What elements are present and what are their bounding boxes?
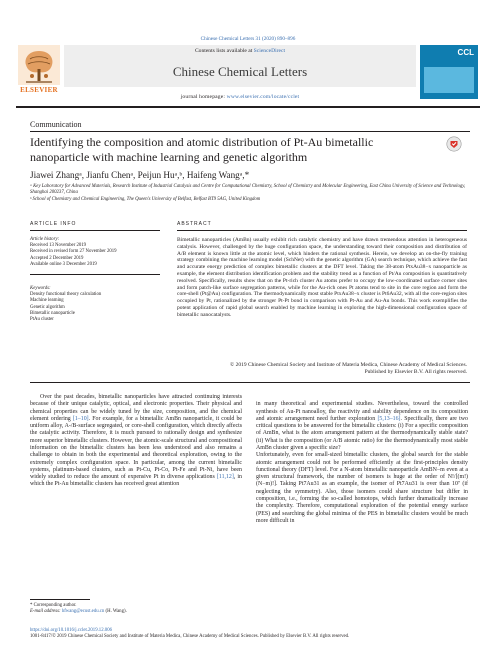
history-online: Available online 3 December 2019: [30, 261, 97, 267]
homepage-prefix: journal homepage:: [180, 94, 226, 100]
keyword-item: PtAu cluster: [30, 317, 54, 323]
email-line: [30, 609, 230, 615]
homepage-link[interactable]: www.elsevier.com/locate/cclet: [226, 94, 300, 100]
body-text: Over the past decades, bimetallic nanoparticles have attracted continuing interests because of their unique catalytic, optical, and electronic properties. Their physical and chemical properties can be widely tuned by the size, composition, and the chemical element ordering: [30, 394, 242, 422]
article-history: [30, 237, 160, 268]
author-list: Jiawei Zhangᵃ, Jianfu Chenᵃ, Peijun Huᵃ,ᵇ, Haifeng Wangᵃ,*: [30, 170, 250, 180]
body-text: in many theoretical and experimental studies. Nevertheless, toward the controlled synthesis of Au-Pt nanoalloy, the reactivity and stability dependence on its composition and atomic arrangement need further exploration: [256, 401, 468, 422]
affiliation-b: ᵇ School of Chemistry and Chemical Engineering, The Queen's University of Belfast, Belfast BT9 5AG, United Kingdom: [30, 197, 261, 202]
header-rule: [16, 106, 480, 108]
doi-block: [30, 628, 470, 640]
elsevier-tree-logo: [18, 45, 60, 85]
journal-homepage: [64, 94, 416, 100]
email-label: E-mail address:: [30, 609, 61, 614]
citation-link[interactable]: [1–10]: [72, 415, 89, 422]
email-link[interactable]: hfwang@ecust.edu.cn: [61, 609, 105, 614]
doi-link[interactable]: https://doi.org/10.1016/j.cclet.2019.12.006: [30, 628, 112, 633]
sciencedirect-link[interactable]: ScienceDirect: [253, 48, 286, 54]
abstract-rule: [177, 230, 467, 231]
body-text: . For example, for a bimetallic AmBn nanoparticle, it could be uniform alloy, A-/B-surface segregated, or core-shell configuration, which directly affects the catalytic activity. Therefore, it is much pursued to rationally design and synthesize more superior bimetallic clusters. However, the atomic-scale structural and compositional information on the bimetallic clusters has been less understood and also remains a challenge to obtain in both the experimental and theoretical exploration, owing to the extremely complex configuration space. In particular, among the current bimetallic systems, platinum-based clusters, such as Pt-Cu, Pt-Co, Pt-Fe and Pt-Ni, have been widely studied to reduce the amount of expensive Pt in diverse applications: [30, 415, 243, 481]
corresponding-footnote: [30, 603, 230, 615]
affiliation-a: ᵃ Key Laboratory for Advanced Materials, Research Institute of Industrial Catalysis and Centre for Computational Chemistry, School of Chemistry and Molecular Engineering, East China University of Science and Technology, Shanghai 200237, China: [30, 184, 466, 196]
body-text: . Specifically, there are two critical questions to be answered for the bimetallic clusters: (i) For a specific composition of AmBn, what is the atom arrangement pattern at the thermodynamically stable state? (ii) What is the composition (or A/B atomic ratio) for the thermodynamically most stable AmBn cluster given a specific size?: [256, 415, 469, 451]
issn-line: 1001-8417/© 2019 Chinese Chemical Society and Institute of Materia Medica, Chinese Academy of Medical Sciences. Published by Elsevier B.V. All rights reserved.: [30, 634, 350, 639]
body-text: Unfortunately, even for small-sized bimetallic clusters, the global search for the stable atomic arrangement could not be performed efficiently at the first-principles density functional theory (DFT) level. For a N-atom bimetallic nanoparticle AmBN−m even at a given structural framework, the number of isomers is huge at the order of N!/[(m!)(N−m)!]. Taking Pt7Au31 as an example, the isomer of Pt7Au31 is over than 10⁷ (if neglecting the symmetry). Also, those isomers could share structure but differ in composition, i.e., forming the so-called homotops, which further dramatically increase the complexity. Therefore, computational exploration of the potential energy surface (PES) and searching the global minima of the PES in bimetallic clusters would be much more difficult in: [256, 452, 468, 524]
history-received: Received 13 November 2019: [30, 243, 87, 249]
citation-link[interactable]: [11,12]: [216, 474, 234, 481]
keyword-item: Bimetallic nanoparticle: [30, 310, 75, 316]
cover-title: CCL: [457, 48, 474, 57]
history-label: Article history:: [30, 237, 60, 242]
history-revised: Received in revised form 27 November 2019: [30, 249, 117, 255]
corresponding-author: * Corresponding author.: [30, 603, 77, 608]
article-info-heading: ARTICLE INFO: [30, 221, 77, 227]
citation-link[interactable]: [5,13–16]: [377, 415, 401, 422]
check-for-updates-icon[interactable]: [446, 136, 462, 152]
keyword-item: Genetic algorithm: [30, 304, 65, 310]
keywords-label: Keywords:: [30, 286, 51, 291]
copyright-line-1: © 2019 Chinese Chemical Society and Institute of Materia Medica, Chinese Academy of Medical Sciences.: [230, 362, 467, 368]
keywords-rule: [30, 274, 160, 275]
keywords: [30, 286, 160, 323]
journal-title: Chinese Chemical Letters: [172, 64, 308, 79]
abstract-heading: ABSTRACT: [177, 221, 212, 227]
body-column-left: [30, 394, 242, 489]
section-rule: [30, 131, 470, 132]
copyright-line-2: Published by Elsevier B.V. All rights reserved.: [364, 368, 467, 375]
cover-band: [424, 67, 474, 93]
contents-prefix: Contents lists available at: [194, 48, 253, 54]
journal-citation[interactable]: Chinese Chemical Letters 31 (2020) 890–896: [200, 36, 296, 42]
info-rule: [30, 230, 160, 231]
body-column-right: [256, 394, 468, 525]
journal-cover[interactable]: [420, 45, 478, 99]
keyword-item: Density functional theory calculation: [30, 292, 102, 298]
abstract-text: Bimetallic nanoparticles (AmBn) usually exhibit rich catalytic chemistry and have drawn tremendous attention in heterogeneous catalysis. However, challenged by the huge configuration space, the understanding toward their composition and distribution of A/B element is known little at the atomic level, which hinders the rational synthesis. Herein, we develop an on-the-fly training strategy combining the machine learning model (SchNet) with the genetic algorithm (GA) search technique, which achieve the fast and accurate energy prediction of complex bimetallic clusters at the DFT level. Taking the 38-atom PtxAu38−x nanoparticle as example, the element distribution identification problem and the stability trend as a function of Pt/Au composition is quantitatively resolved. Specifically, results show that on the Pt-rich cluster Au atoms prefer to occupy the low-coordinated surface corner sites and form patch-like surface segregation patterns, while for the Au-rich ones Pt atoms tend to site in the core region and form the core-shell (Pt@Au) configuration. The thermodynamically most stable PtxAu38−x cluster is Pt6Au32, with all the core-region sites occupied by Pt, rationalized by the stronger Pt-Pt bond in comparison with Pt-Au and Au-Au bonds. This work exemplifies the potent application of rapid global search enabled by machine learning in exploring the high-dimensional configuration space of bimetallic nanocatalysts.: [177, 237, 467, 318]
history-accepted: Accepted 2 December 2019: [30, 255, 84, 261]
keyword-item: Machine learning: [30, 298, 64, 304]
article-title: Identifying the composition and atomic distribution of Pt-Au bimetallic nanoparticle with machine learning and genetic algorithm: [30, 135, 374, 164]
abstract-bottom-rule: [30, 382, 470, 383]
body-text: , in which the Pt-Au bimetallic clusters has received great attention: [30, 474, 243, 488]
abstract-copyright: [177, 362, 467, 376]
article-section: Communication: [30, 120, 82, 129]
footnote-rule: [30, 599, 90, 600]
email-suffix: (H. Wang).: [105, 609, 127, 614]
contents-line: [64, 48, 416, 54]
publisher-name: ELSEVIER: [20, 86, 58, 94]
